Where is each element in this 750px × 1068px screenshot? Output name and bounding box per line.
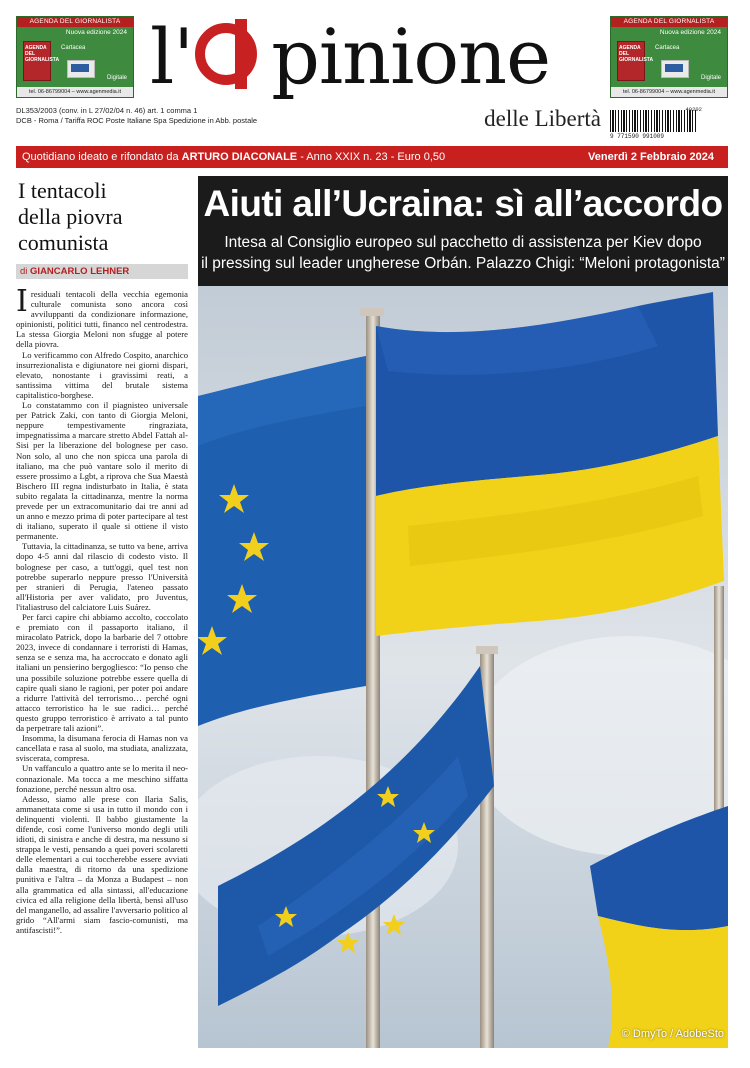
ad-contact: tel. 06-86799004 – www.agenmedia.it xyxy=(17,87,133,97)
opinion-body xyxy=(16,284,188,935)
drop-cap: I xyxy=(16,284,28,319)
flags-illustration xyxy=(198,286,728,1048)
logo-rest: pinione xyxy=(271,12,551,101)
issue-date: Venerdì 2 Febbraio 2024 xyxy=(588,151,714,163)
opinion-title-line: I tentacoli xyxy=(18,178,107,203)
ad-format-print: Cartacea xyxy=(61,45,86,51)
photo-credit: © DmyTo / AdobeSto xyxy=(621,1028,724,1040)
legal-line-1: DL353/2003 (conv. in L 27/02/04 n. 46) art. 1 comma 1 xyxy=(16,106,198,115)
lead-deck xyxy=(198,232,728,274)
opinion-title-line: comunista xyxy=(18,230,109,255)
deck-line: il pressing sul leader ungherese Orbán. Palazzo Chigi: “Meloni protagonista” xyxy=(201,255,725,272)
postal-legal-info xyxy=(16,106,257,126)
ad-agenda-right[interactable] xyxy=(610,16,728,98)
ad-book-image: AGENDA DEL GIORNALISTA xyxy=(23,41,51,81)
lead-headline[interactable]: Aiuti all’Ucraina: sì all’accordo xyxy=(203,183,723,224)
byline xyxy=(16,264,188,279)
ad-book-image: AGENDA DEL GIORNALISTA xyxy=(617,41,645,81)
opinion-article[interactable] xyxy=(16,176,188,935)
ad-contact: tel. 06-86799004 – www.agenmedia.it xyxy=(611,87,727,97)
paragraph: Tuttavia, la cittadinanza, se tutto va bene, arriva dopo 4-5 anni dal rilascio di codesto visto. Il bolognese per caso, a tutt'oggi, quel test non potrebbe superarlo neppure presso l'Università per stranieri di Perugia, l'ateneo passato all'Historia per aver validato, pro Juventus, l'italiastruso del calciatore Luis Suárez. xyxy=(16,541,188,612)
laptop-icon xyxy=(67,60,95,78)
byline-author: GIANCARLO LEHNER xyxy=(30,266,130,277)
issue-number: - Anno XXIX n. 23 - Euro 0,50 xyxy=(300,151,446,163)
logo-o-mark xyxy=(193,23,271,85)
ad-format-digital: Digitale xyxy=(106,75,127,81)
logo-wordmark xyxy=(150,12,550,101)
paragraph: Iresiduali tentacoli della vecchia egemonia culturale comunista sono ancora così avviluppanti da condizionare informazione, opinionisti, politici tutti, financo nel centrodestra. La stessa Giorgia Meloni non sfugge al potere della piovra. xyxy=(16,284,188,350)
paragraph: Lo constatammo con il piagnisteo universale per Patrick Zaki, con tanto di Giorgia Meloni, neppure tempestivamente ringraziata, impegnatissima a marcare stretto Abdel Fattah al-Sisi per la liberazione del bolognese per caso. Non solo, al uno che non spicca una parola di italiano, ma che può vantare solo il merito di essere prossimo a Lgbt, a riprova che Sua Maestà Bischero III regna indisturbato in Italia, è stata subito regalata la cittadinanza, mentre la norma prevede per un extracomunitario dai tre anni ad un anno e mezzo prima di poter partecipare al test di italiano, superato il quale si ottiene il visto permanente. xyxy=(16,400,188,542)
paragraph: Insomma, la disumana ferocia di Hamas non va cancellata e rasa al suolo, ma studiata, analizzata, sviscerata, compresa. xyxy=(16,733,188,764)
paragraph: Per farci capire chi abbiamo accolto, coccolato e premiato con il passaporto italiano, il miracolato Patrick, dopo la barbarie del 7 ottobre 2023, invece di condannare i terroristi di Hamas, senza se e senza ma, ha accroccato e donato agli italiani un pensierino bergogliesco: “Io penso che una possibile soluzione potrebbe essere quella di capire quali siano le ragioni, per poter poi andare a ridurre l'attività del terrorismo… perché ogni attacco terroristico ha le sue radici… perché questo gruppo terroristico è arrivato a tal punto da perpetrare tali azioni”. xyxy=(16,612,188,734)
issue-info xyxy=(22,146,445,168)
barcode-number: 9 771590 991009 xyxy=(610,133,665,140)
ad-header: AGENDA DEL GIORNALISTA xyxy=(611,17,727,27)
ad-edition: Nuova edizione 2024 xyxy=(659,29,721,36)
founder-prefix: Quotidiano ideato e rifondato da xyxy=(22,151,179,163)
founder-name: ARTURO DIACONALE xyxy=(181,151,298,163)
lead-story-header[interactable] xyxy=(198,176,728,286)
ad-edition: Nuova edizione 2024 xyxy=(65,29,127,36)
laptop-icon xyxy=(661,60,689,78)
barcode-icon xyxy=(610,110,698,132)
issue-info-strip xyxy=(16,146,728,168)
deck-line: Intesa al Consiglio europeo sul pacchetto di assistenza per Kiev dopo xyxy=(224,234,702,251)
ad-format-print: Cartacea xyxy=(655,45,680,51)
barcode-code: 40202 xyxy=(685,106,702,113)
ad-header: AGENDA DEL GIORNALISTA xyxy=(17,17,133,27)
logo-subtitle: delle Libertà xyxy=(484,106,601,131)
opinion-title-line: della piovra xyxy=(18,204,123,229)
legal-line-2: DCB - Roma / Tariffa ROC Poste Italiane Spa Spedizione in Abb. postale xyxy=(16,116,258,125)
barcode xyxy=(610,106,718,140)
masthead-logo[interactable] xyxy=(150,12,605,131)
paragraph: Un vaffanculo a quattro ante se lo merita il neo-connazionale. Ma tocca a me meschino siffatta fonazione, perché nessun altro osa. xyxy=(16,763,188,794)
paragraph: Lo verificammo con Alfredo Cospito, anarchico insurrezionalista e digiunatore nei giorni dispari, elevato, nonostante i gravissimi reati, a santissima vittima del brutale sistema capitalistico-borghese. xyxy=(16,349,188,400)
opinion-title[interactable] xyxy=(18,178,188,256)
lead-photo[interactable] xyxy=(198,286,728,1048)
ad-format-digital: Digitale xyxy=(700,75,721,81)
byline-prefix: di xyxy=(20,266,28,277)
paragraph: Adesso, siamo alle prese con Ilaria Salis, ammanettata come si usa in tutto il mondo con i delinquenti violenti. Il babbo giustamente la difende, così come l'universo mondo degli utili idioti, di sinistra e anche di destra, ma nessuno si strappa le vesti, pensando a quei poveri scolaretti delle elementari a cui toccherebbe essere avviati dalla maestra, di ritorno da una spedizione punitiva e l'altra – da Monza a Budapest – non alla grammatica ed alla sintassi, all'educazione civica ed alla religione della libertà, bensì all'uso del manganello, ad assalire l'avversario politico al grido “All'armi siam fascio-comunisti, ma antifascisti!”. xyxy=(16,793,188,935)
logo-prefix: l' xyxy=(150,12,194,101)
ad-agenda-left[interactable] xyxy=(16,16,134,98)
